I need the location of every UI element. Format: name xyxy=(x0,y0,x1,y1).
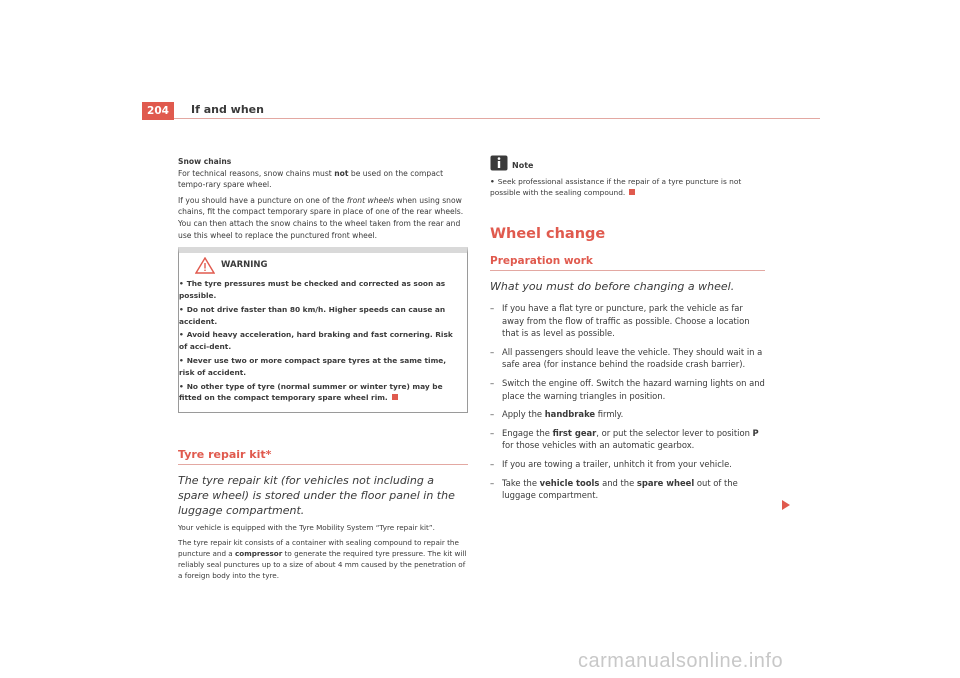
note-header xyxy=(490,154,765,172)
list-item: – Engage the first gear, or put the selector lever to position P for those vehicles with an automatic gearbox. xyxy=(490,427,759,451)
header-rule xyxy=(174,118,820,119)
warning-item: • Never use two or more compact spare tyres at the same time, risk of accident. xyxy=(179,355,447,377)
continue-arrow-icon xyxy=(782,500,790,510)
note-item: • Seek professional assistance if the repair of a tyre puncture is not possible with the sealing compound. xyxy=(490,176,742,198)
running-header: If and when xyxy=(191,103,264,116)
end-of-section-mark xyxy=(392,394,398,400)
list-item: – Apply the handbrake firmly. xyxy=(490,409,624,420)
warning-label: WARNING xyxy=(221,259,268,270)
warning-box xyxy=(178,247,468,413)
preparation-steps xyxy=(490,302,765,502)
list-item: – Switch the engine off. Switch the hazard warning lights on and place the warning triangles in position. xyxy=(490,377,765,401)
info-icon xyxy=(490,155,508,171)
warning-header xyxy=(195,257,461,274)
note-label: Note xyxy=(512,161,534,170)
end-of-section-mark xyxy=(629,189,635,195)
snow-chains-heading: Snow chains xyxy=(178,157,232,166)
warning-item: • No other type of tyre (normal summer or winter tyre) may be fitted on the compact temporary spare wheel rim. xyxy=(179,381,443,403)
snow-chains-paragraph-1: For technical reasons, snow chains must not be used on the compact tempo-rary spare wheel. xyxy=(178,168,444,190)
list-item: – All passengers should leave the vehicle. They should wait in a safe area (for instance behind the roadside crash barrier). xyxy=(490,346,763,370)
left-column xyxy=(178,156,468,585)
tyre-repair-kit-paragraph-1: Your vehicle is equipped with the Tyre Mobility System “Tyre repair kit”. xyxy=(178,522,435,532)
snow-chains-paragraph-2: If you should have a puncture on one of the front wheels when using snow chains, fit the compact temporary spare in place of one of the rear wheels. You can then attach the snow chains to the wheel taken from the rear and use this wheel to replace the punctured front wheel. xyxy=(178,195,464,240)
preparation-work-title: Preparation work xyxy=(490,256,765,271)
list-item: – If you have a flat tyre or puncture, park the vehicle as far away from the flow of traffic as possible. Choose a location that is as level as possible. xyxy=(490,302,750,339)
tyre-repair-kit-title: Tyre repair kit* xyxy=(178,449,468,465)
warning-triangle-icon xyxy=(195,257,215,274)
tyre-repair-kit-lead: The tyre repair kit (for vehicles not including a spare wheel) is stored under the floor panel in the luggage compartment. xyxy=(178,473,455,517)
list-item: – If you are towing a trailer, unhitch it from your vehicle. xyxy=(490,458,732,469)
warning-item: • The tyre pressures must be checked and corrected as soon as possible. xyxy=(179,279,446,300)
wheel-change-heading: Wheel change xyxy=(490,225,606,242)
warning-item: • Do not drive faster than 80 km/h. Higher speeds can cause an accident. xyxy=(179,304,446,326)
right-column xyxy=(490,154,765,508)
preparation-work-lead: What you must do before changing a wheel. xyxy=(490,279,735,293)
tyre-repair-kit-paragraph-2: The tyre repair kit consists of a container with sealing compound to repair the puncture and a compressor to generate the required tyre pressure. The kit will reliably seal punctures up to a size of about 4 mm caused by the penetration of a foreign body into the tyre. xyxy=(178,537,467,580)
warning-item: • Avoid heavy acceleration, hard braking and fast cornering. Risk of acci-dent. xyxy=(179,330,453,352)
watermark: carmanualsonline.info xyxy=(578,650,784,672)
list-item: – Take the vehicle tools and the spare wheel out of the luggage compartment. xyxy=(490,477,738,501)
page-number: 204 xyxy=(142,102,174,120)
